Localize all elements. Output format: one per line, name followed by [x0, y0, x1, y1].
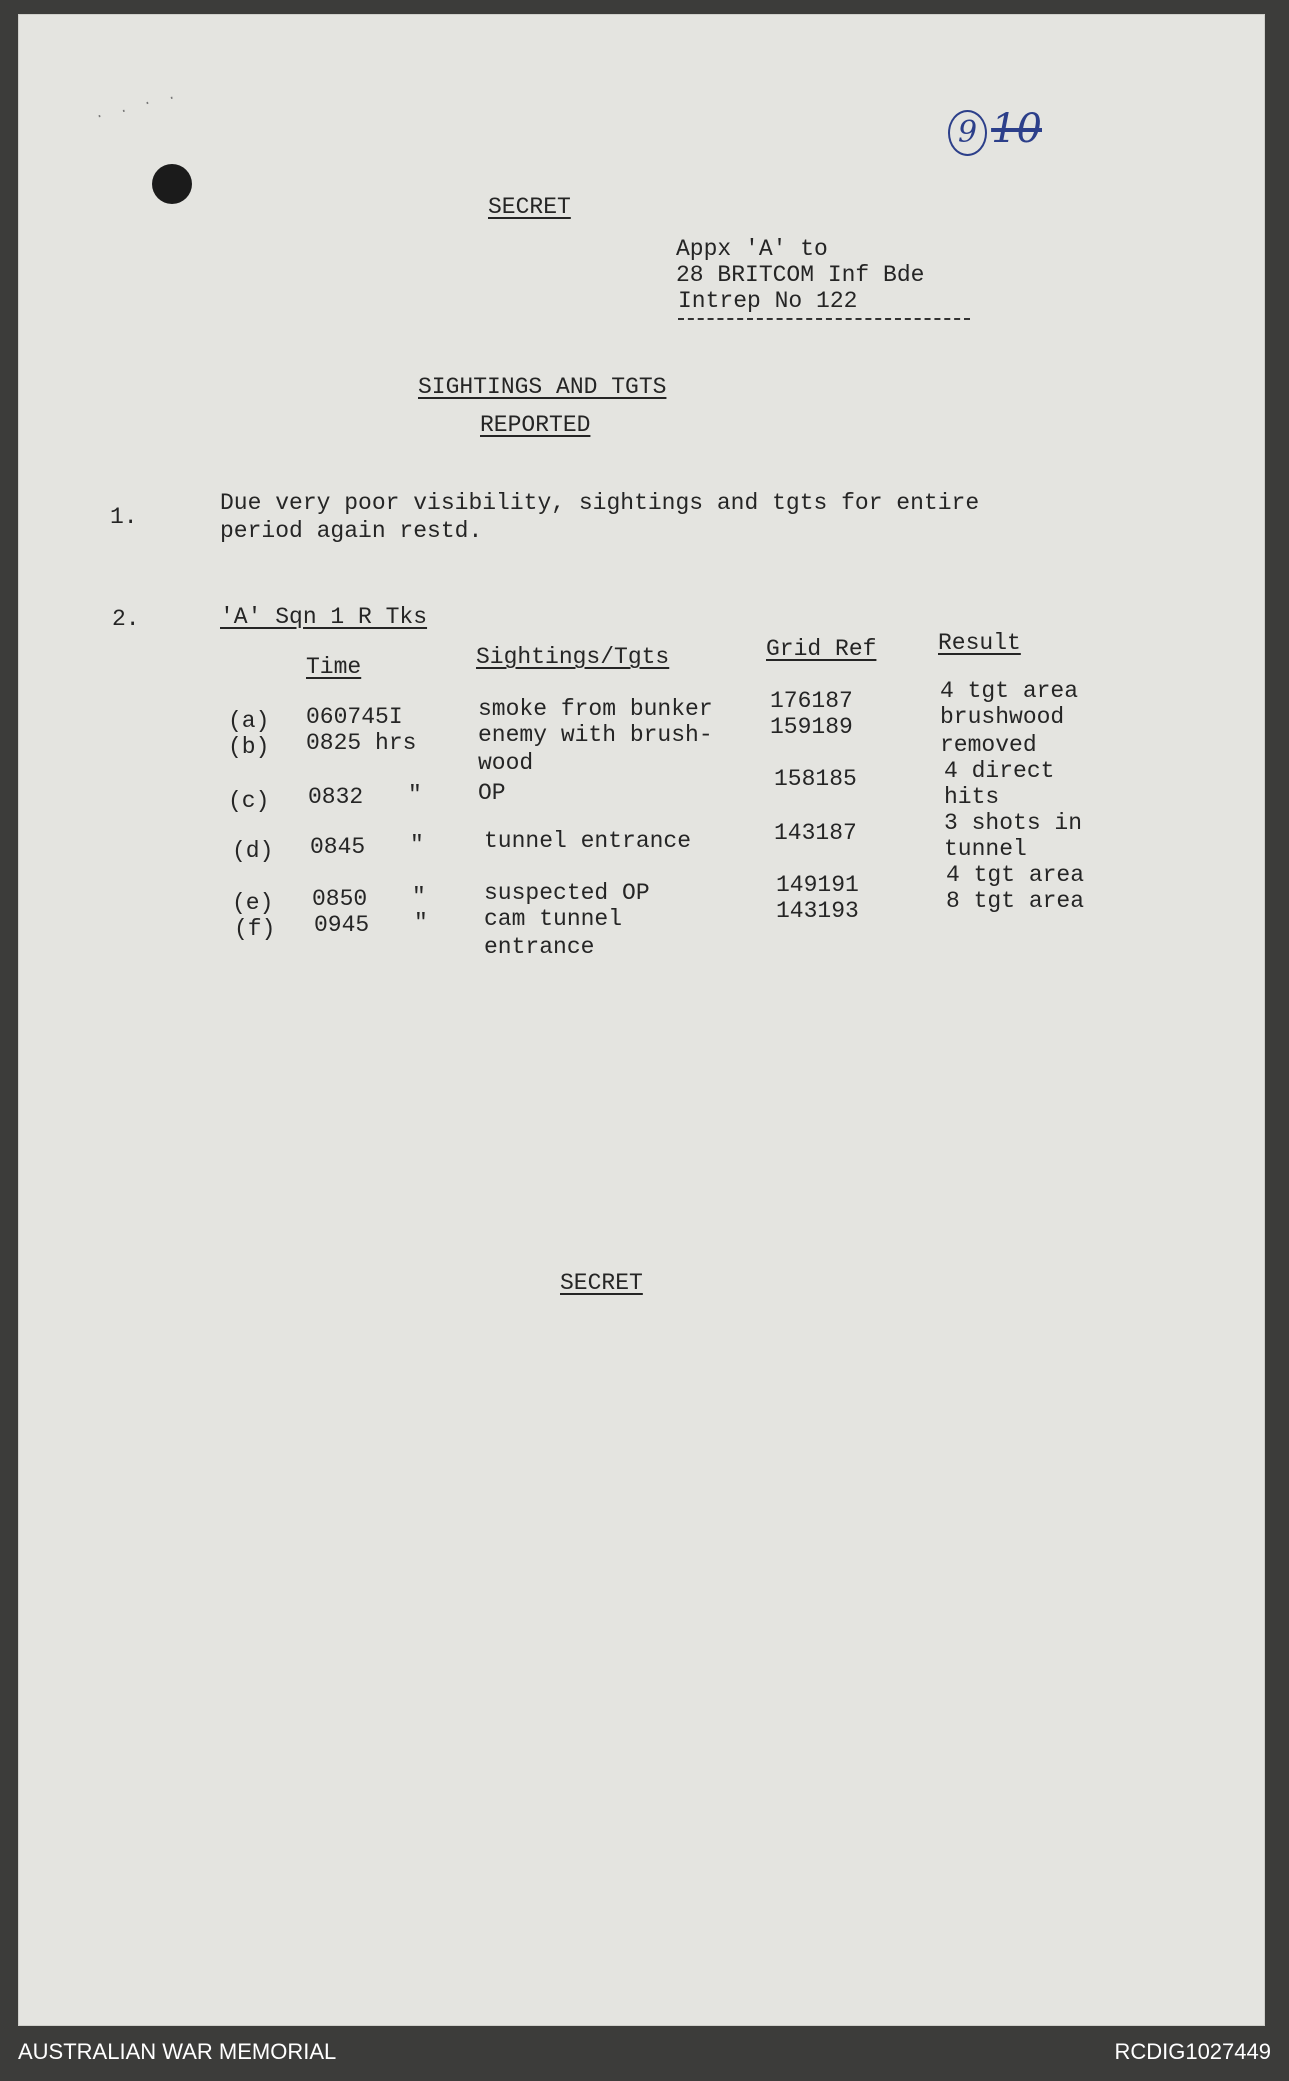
row-result-cont: removed [940, 732, 1037, 758]
reference-rule [678, 318, 970, 320]
paragraph-1-line-1: Due very poor visibility, sightings and tgts for entire [220, 490, 980, 516]
reference-line-3: Intrep No 122 [678, 288, 858, 314]
row-sighting: smoke from bunker [478, 696, 713, 722]
row-time: 0850 [312, 886, 368, 912]
paper-specks: . . · · [93, 89, 182, 123]
row-sighting-cont: wood [478, 750, 534, 776]
document-page [18, 14, 1265, 2026]
folio-circled: 9 [948, 110, 987, 156]
row-sighting: cam tunnel [484, 906, 623, 932]
row-result: 4 direct [944, 758, 1055, 784]
punch-hole [152, 164, 192, 204]
row-sighting: suspected OP [484, 880, 650, 906]
row-id: (b) [228, 734, 270, 760]
row-result: brushwood [940, 704, 1065, 730]
paragraph-1-number: 1. [110, 504, 138, 530]
reference-line-2: 28 BRITCOM Inf Bde [676, 262, 925, 288]
archive-id: RCDIG1027449 [1114, 2039, 1271, 2064]
row-grid-ref: 158185 [774, 766, 857, 792]
unit-heading: 'A' Sqn 1 R Tks [220, 604, 428, 630]
column-header-sightings: Sightings/Tgts [476, 644, 670, 670]
row-result: 4 tgt area [946, 862, 1085, 888]
title-line-1: SIGHTINGS AND TGTS [418, 374, 667, 400]
column-header-time: Time [306, 654, 362, 680]
row-grid-ref: 143187 [774, 820, 857, 846]
title-line-2: REPORTED [480, 412, 591, 438]
row-result-cont: hits [944, 784, 1000, 810]
archive-credit: AUSTRALIAN WAR MEMORIAL [18, 2039, 337, 2064]
column-header-result: Result [938, 630, 1021, 656]
row-ditto: " [410, 832, 424, 858]
paragraph-2-number: 2. [112, 606, 140, 632]
row-grid-ref: 143193 [776, 898, 859, 924]
row-grid-ref: 149191 [776, 872, 859, 898]
row-result: 8 tgt area [946, 888, 1085, 914]
column-header-grid-ref: Grid Ref [766, 636, 877, 662]
row-time: 0832 [308, 784, 364, 810]
folio-struck: 10 [991, 106, 1042, 152]
row-grid-ref: 176187 [770, 688, 853, 714]
paragraph-1-line-2: period again restd. [220, 518, 483, 544]
row-time: 0945 [314, 912, 370, 938]
row-ditto: " [414, 910, 428, 936]
row-time: 0825 hrs [306, 730, 417, 756]
classification-bottom: SECRET [560, 1270, 643, 1296]
row-sighting-cont: entrance [484, 934, 595, 960]
row-id: (c) [228, 788, 270, 814]
row-time: 060745I [306, 704, 403, 730]
row-result-cont: tunnel [944, 836, 1027, 862]
row-time: 0845 [310, 834, 366, 860]
row-result: 3 shots in [944, 810, 1083, 836]
row-ditto: " [408, 782, 422, 808]
row-grid-ref: 159189 [770, 714, 853, 740]
row-id: (f) [234, 916, 276, 942]
row-sighting: tunnel entrance [484, 828, 692, 854]
folio-number [948, 106, 1042, 156]
reference-line-1: Appx 'A' to [676, 236, 828, 262]
row-sighting: OP [478, 780, 506, 806]
row-id: (a) [228, 708, 270, 734]
row-result: 4 tgt area [940, 678, 1079, 704]
classification-top: SECRET [488, 194, 571, 220]
row-sighting: enemy with brush- [478, 722, 713, 748]
row-id: (d) [232, 838, 274, 864]
row-id: (e) [232, 890, 274, 916]
row-ditto: " [412, 884, 426, 910]
